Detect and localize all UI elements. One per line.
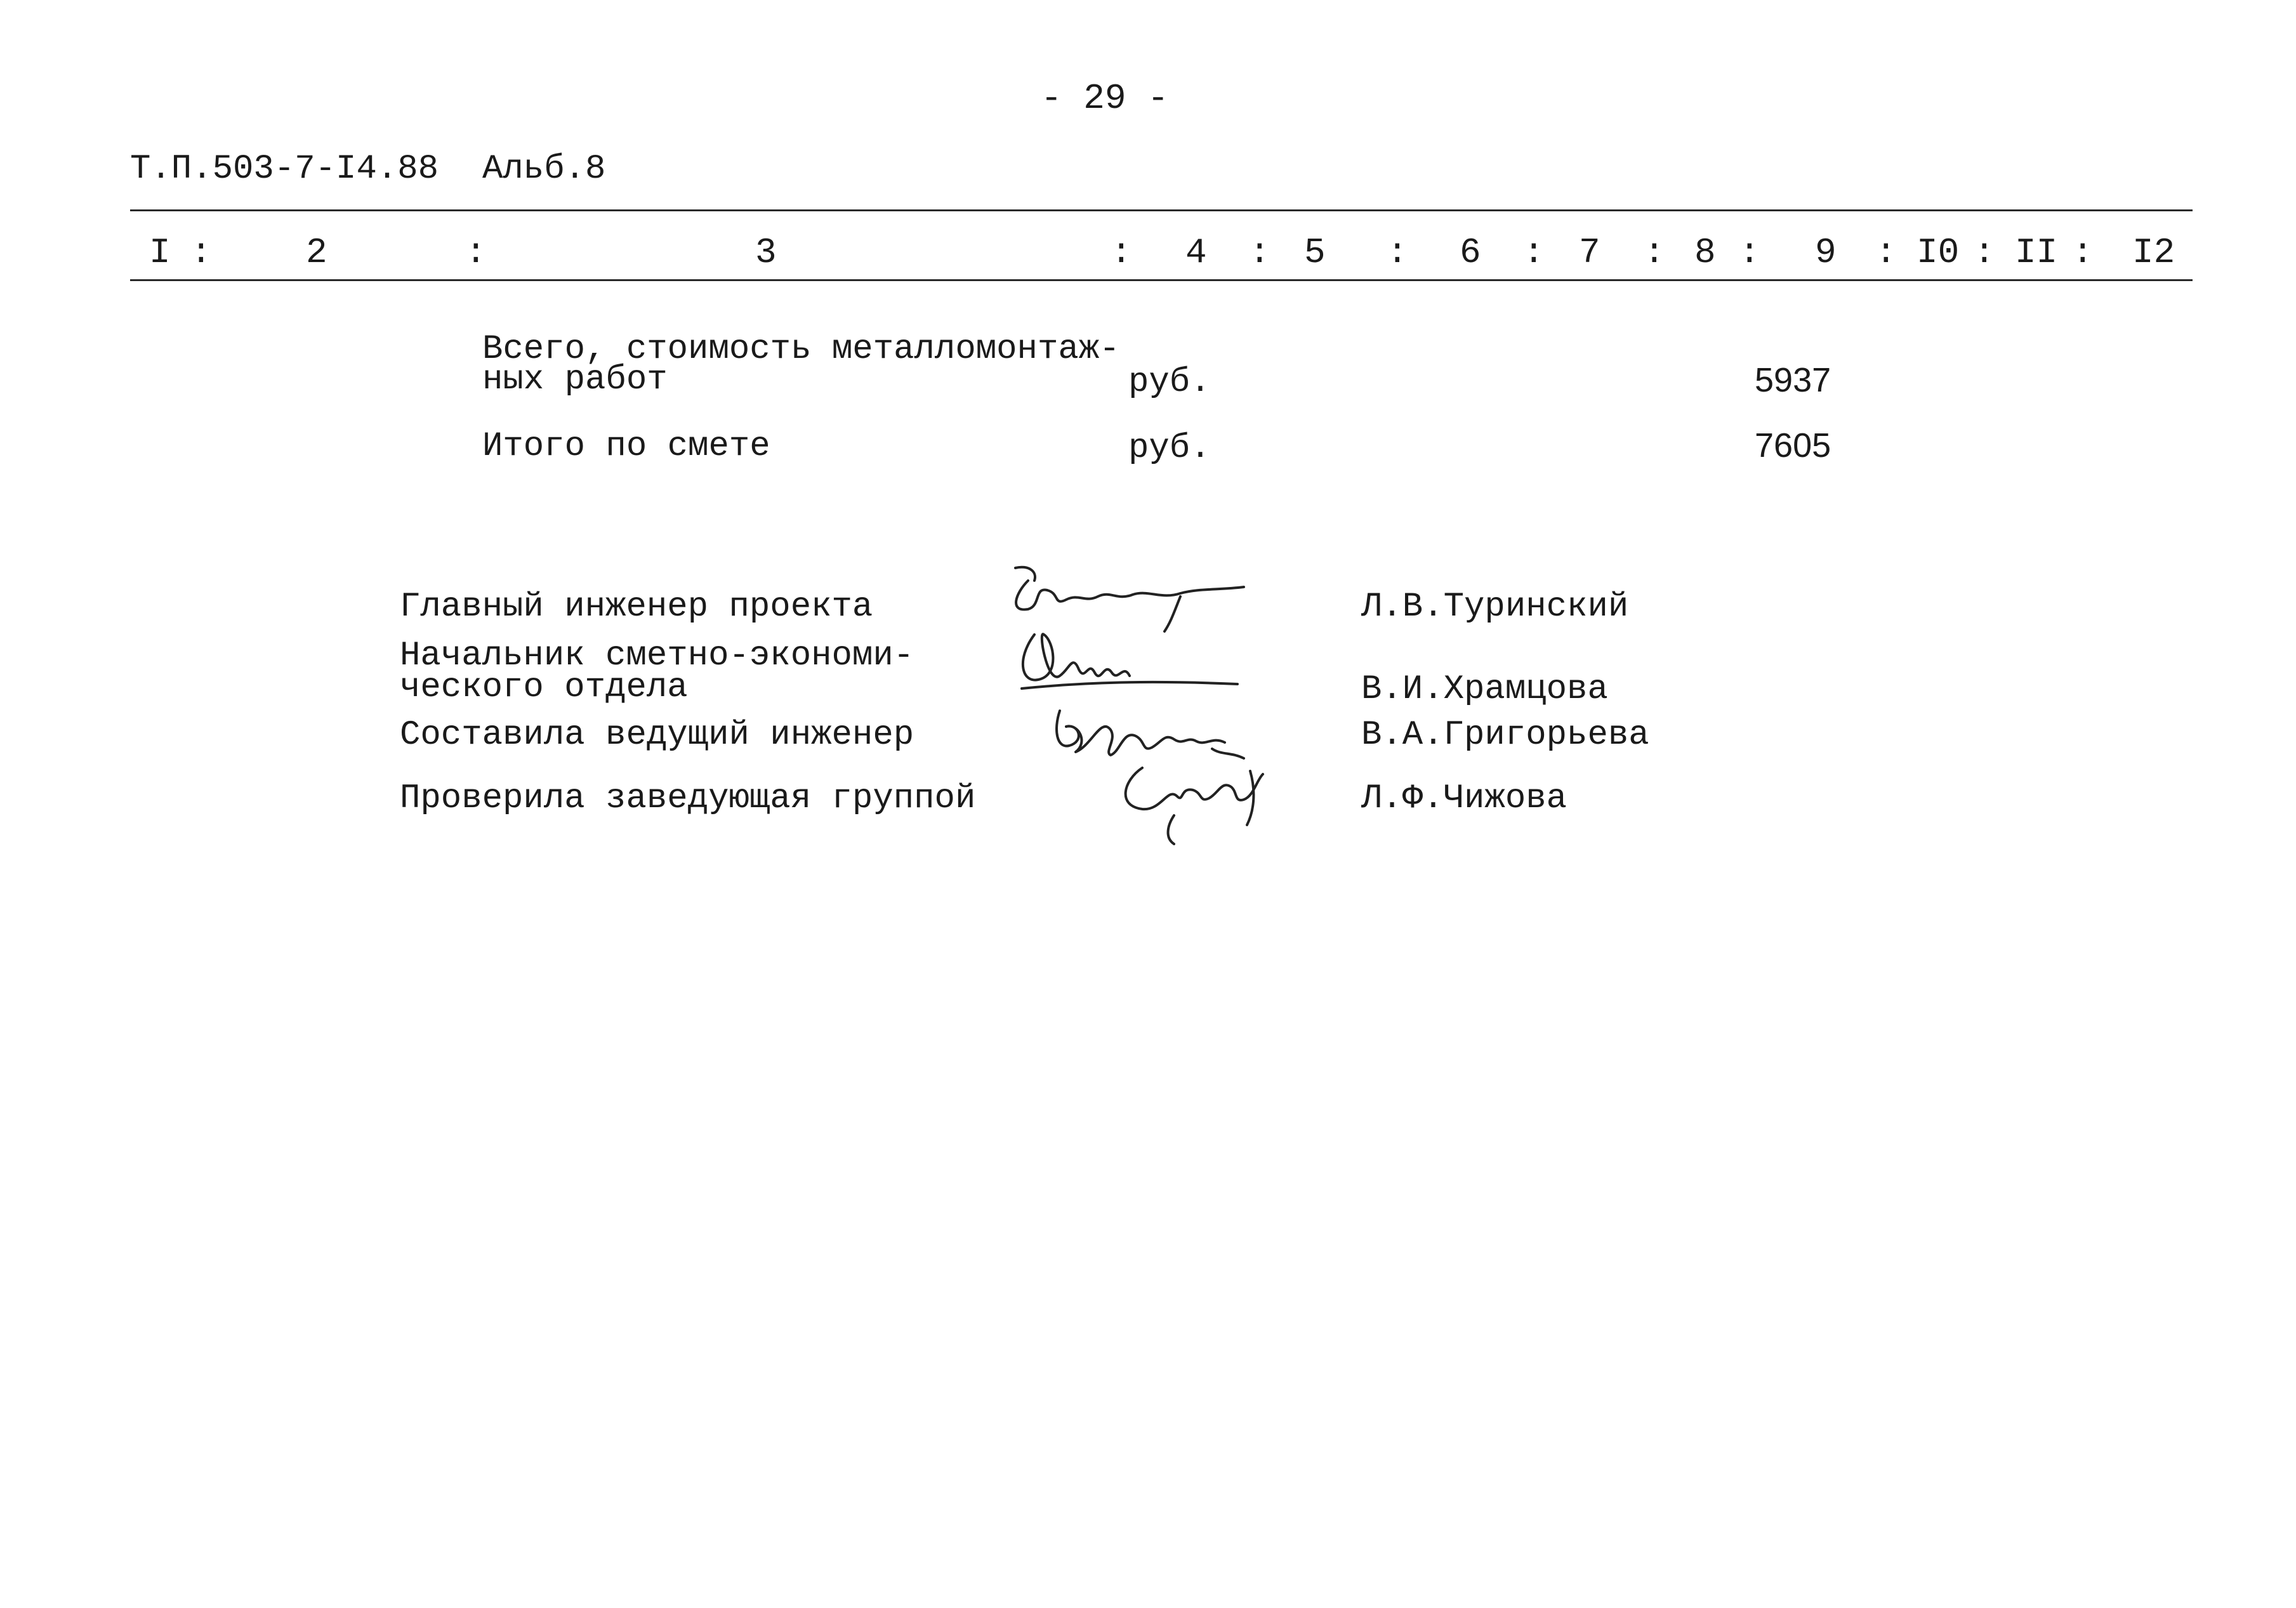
header-top-rule [130,209,2193,211]
column-separator: : [1523,232,1545,273]
column-header: 9 [1815,232,1837,273]
row-value: 5937 [1755,361,1831,399]
column-separator: : [1387,232,1408,273]
column-separator: : [1875,232,1897,273]
header-bottom-rule [130,279,2193,281]
signer-name: В.И.Храмцова [1361,670,1608,709]
signer-role: Проверила заведующая группой [400,779,976,818]
column-header: 3 [755,232,777,273]
column-separator: : [465,232,487,273]
handwritten-signature-4 [1104,742,1295,850]
handwritten-signature-2 [1009,609,1263,704]
column-separator: : [2072,232,2094,273]
column-header: I [149,232,171,273]
column-header: 7 [1579,232,1600,273]
signer-role: Начальник сметно-экономи- [400,636,914,675]
column-header: 5 [1304,232,1326,273]
row-unit: руб. [1128,363,1211,402]
row-name-continuation: ных работ [482,360,668,399]
column-header: I2 [2132,232,2175,273]
column-separator: : [1111,232,1132,273]
column-header: II [2015,232,2058,273]
column-separator: : [1644,232,1665,273]
column-separator: : [1739,232,1760,273]
page-number: - 29 - [1041,78,1169,119]
row-name: Итого по смете [482,427,770,466]
signer-name: Л.В.Туринский [1361,588,1629,626]
row-value: 7605 [1755,426,1831,465]
signer-name: В.А.Григорьева [1361,716,1649,755]
column-header: 2 [306,232,327,273]
column-header: 6 [1460,232,1481,273]
signer-role: Составила ведущий инженер [400,716,914,755]
row-unit: руб. [1128,429,1211,468]
row-name: Всего, стоимость металломонтаж- [482,330,1120,369]
signer-role: Главный инженер проекта [400,588,873,626]
column-header: 8 [1694,232,1716,273]
column-separator: : [190,232,212,273]
signer-name: Л.Ф.Чижова [1361,779,1567,818]
column-header: 4 [1185,232,1207,273]
album-label: Альб.8 [482,150,606,188]
column-separator: : [1974,232,1995,273]
column-separator: : [1249,232,1270,273]
column-header: I0 [1917,232,1960,273]
signer-role-continuation: ческого отдела [400,668,688,707]
document-code: Т.П.503-7-I4.88 [130,150,439,188]
